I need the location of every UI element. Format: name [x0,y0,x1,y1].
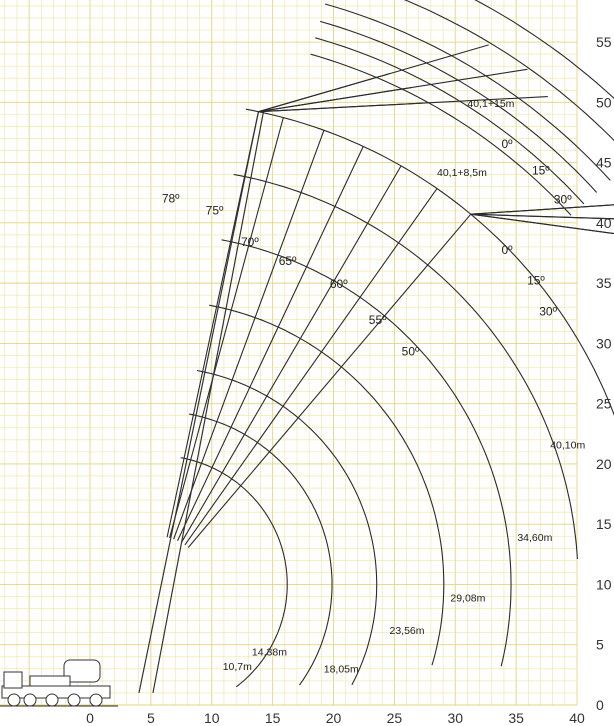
boom-length-label: 34,60m [517,532,553,545]
jib-envelope-arc [315,38,584,204]
y-tick-label: 25 [596,395,612,412]
y-tick-label: 10 [596,576,612,593]
boom-angle-label: 50º [401,344,420,359]
y-tick-label: 35 [596,275,612,292]
y-tick-label: 20 [596,455,612,472]
jib-line [471,192,614,214]
axes [86,34,612,726]
crane-wheel [46,694,58,706]
boom-angle-line [181,166,401,543]
jib-offset-label: 30º [553,192,572,207]
crane-wheel [24,694,36,706]
x-tick-label: 40 [569,710,585,726]
x-tick-label: 5 [146,710,155,726]
crane-wheel [68,694,80,706]
crane-cab [4,672,22,688]
jib-offset-label: 15º [527,273,545,288]
jib-line [471,214,614,223]
y-tick-label: 50 [596,94,612,111]
y-tick-label: 15 [596,516,612,533]
boom-length-label: 29,08m [450,592,486,605]
jib-offset-label: 15º [531,163,550,178]
boom-length-label: 10,7m [222,661,252,674]
jib-offset-label: 0º [501,243,513,258]
boom-angle-label: 70º [240,234,259,249]
boom-angle-label: 65º [278,254,297,269]
crane-wheel [8,694,20,706]
y-tick-label: 45 [596,154,612,171]
y-tick-label: 55 [596,34,612,51]
x-tick-label: 25 [386,710,403,726]
boom-angle-line [188,214,471,547]
jib-offset-label: 0º [501,137,513,152]
y-tick-label: 30 [596,335,612,352]
boom-length-arcs [181,109,614,687]
boom-length-label: 40,10m [550,439,586,452]
boom-angle-label: 78º [161,191,180,206]
crane-wheel [90,694,102,706]
x-tick-label: 35 [508,710,524,726]
jib-offset-label: 30º [539,304,557,319]
jib-line [471,214,614,235]
boom-length-label: 14,38m [251,646,287,659]
boom-angle-label: 60º [329,276,348,291]
y-tick-label: 5 [596,636,604,653]
x-tick-label: 0 [86,710,94,726]
boom-length-label: 18,05m [323,663,359,676]
jib-envelope-arc [334,0,614,160]
y-tick-label: 40 [596,214,612,231]
boom-length-arc [209,305,444,665]
boom-angle-lines [167,112,471,548]
jib-envelope-arc [342,0,614,140]
annotations [162,98,586,675]
jib-line [471,204,614,215]
boom-length-label: 23,56m [389,624,425,637]
boom-angle-label: 55º [368,313,387,328]
boom-angle-line [185,189,437,545]
x-tick-label: 15 [264,710,281,726]
jib-config-label: 40,1+8,5m [436,166,487,179]
x-tick-label: 30 [447,710,464,726]
x-tick-label: 10 [203,710,220,726]
boom-angle-label: 75º [205,203,224,218]
y-tick-label: 0 [596,697,604,713]
x-tick-label: 20 [325,710,342,726]
crane-outrigger [30,676,70,686]
jib-config-label: 40,1+15m [467,98,515,111]
